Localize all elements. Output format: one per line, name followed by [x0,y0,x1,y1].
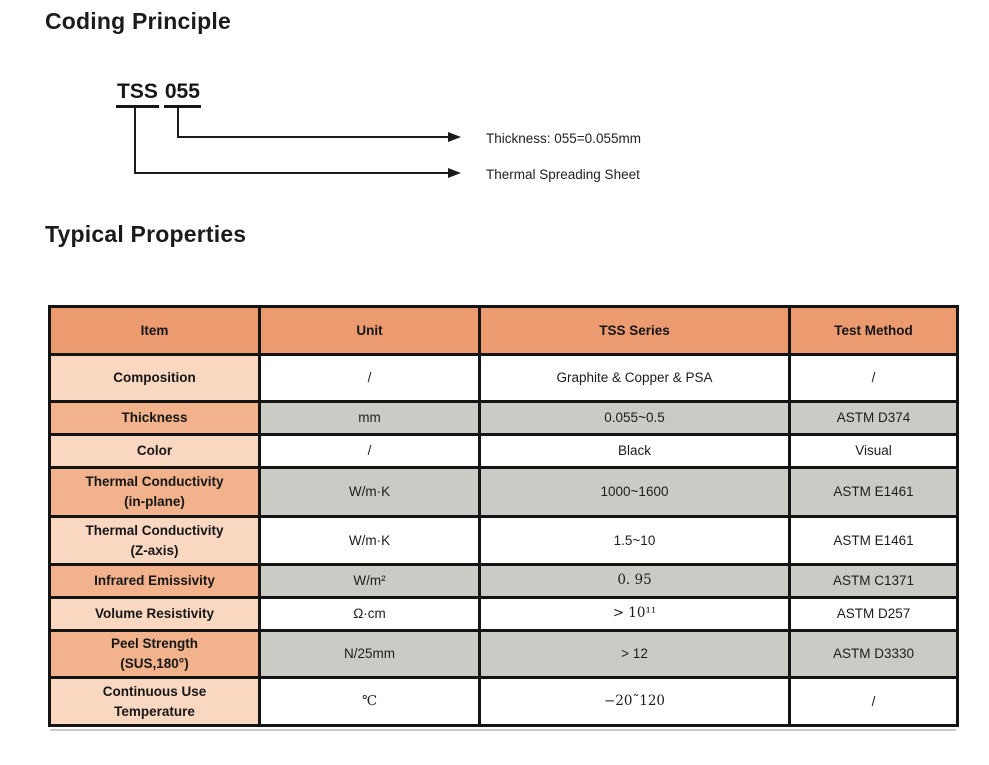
tss-series-cell: > 10¹¹ [480,598,790,631]
item-label: Peel Strength [110,636,199,652]
tss-series-cell: −20˜120 [480,678,790,726]
product-code-prefix: TSS [116,80,159,108]
callout-line-vertical-tss [134,107,136,174]
table-row-infrared-emissivity [50,565,958,598]
column-header-test-method: Test Method [790,307,958,355]
item-label: Thermal Conductivity [85,474,224,490]
section-title-typical-properties: Typical Properties [45,221,247,247]
item-label-line2: Temperature [114,703,195,719]
table-row-color [50,435,958,468]
unit-cell: W/m² [260,565,480,598]
item-label: Volume Resistivity [94,606,215,622]
test-method-cell: Visual [790,435,958,468]
item-label: Thermal Conductivity [85,522,224,538]
typical-properties-table [48,305,959,727]
item-label: Continuous Use [102,683,207,699]
callout-line-horizontal-055 [177,136,449,138]
table-row-peel-strength [50,631,958,678]
unit-cell: / [260,435,480,468]
table-row-continuous-use-temperature [50,678,958,726]
item-label-line2: (SUS,180°) [120,656,189,671]
arrow-right-icon [448,168,461,178]
table-row-thermal-conductivity-z-axis [50,517,958,565]
column-header-unit: Unit [260,307,480,355]
test-method-cell: / [790,678,958,726]
section-title-coding-principle: Coding Principle [45,8,231,34]
callout-label-thickness: Thickness: 055=0.055mm [486,131,641,146]
table-bottom-shadow [50,729,956,731]
test-method-cell: / [790,355,958,402]
item-label: Thickness [121,410,188,426]
product-code [116,80,201,108]
table-row-volume-resistivity [50,598,958,631]
tss-series-cell: > 12 [480,631,790,678]
product-code-suffix: 055 [164,80,201,108]
unit-cell: mm [260,402,480,435]
test-method-cell: ASTM E1461 [790,517,958,565]
tss-series-cell: Graphite & Copper & PSA [480,355,790,402]
test-method-cell: ASTM E1461 [790,468,958,517]
unit-cell: N/25mm [260,631,480,678]
tss-series-cell: 1000~1600 [480,468,790,517]
callout-line-horizontal-tss [134,172,449,174]
unit-cell: W/m·K [260,468,480,517]
test-method-cell: ASTM C1371 [790,565,958,598]
item-label: Composition [113,370,196,386]
test-method-cell: ASTM D374 [790,402,958,435]
tss-series-cell: 0.055~0.5 [480,402,790,435]
unit-cell: / [260,355,480,402]
item-label: Color [136,443,173,459]
table-row-thermal-conductivity-in-plane [50,468,958,517]
test-method-cell: ASTM D257 [790,598,958,631]
item-label: Infrared Emissivity [94,573,215,589]
unit-cell: W/m·K [260,517,480,565]
item-label-line2: (in-plane) [124,494,185,509]
arrow-right-icon [448,132,461,142]
tss-series-cell: 0. 95 [480,565,790,598]
tss-series-cell: Black [480,435,790,468]
column-header-item: Item [50,307,260,355]
table-row-thickness [50,402,958,435]
table-header-row [50,307,958,355]
unit-cell: Ω·cm [260,598,480,631]
test-method-cell: ASTM D3330 [790,631,958,678]
tss-series-cell: 1.5~10 [480,517,790,565]
column-header-tss-series: TSS Series [480,307,790,355]
table-row-composition [50,355,958,402]
unit-cell: ℃ [260,678,480,726]
callout-label-thermal-spreading-sheet: Thermal Spreading Sheet [486,167,640,182]
item-label-line2: (Z-axis) [130,542,179,558]
callout-line-vertical-055 [177,107,179,138]
